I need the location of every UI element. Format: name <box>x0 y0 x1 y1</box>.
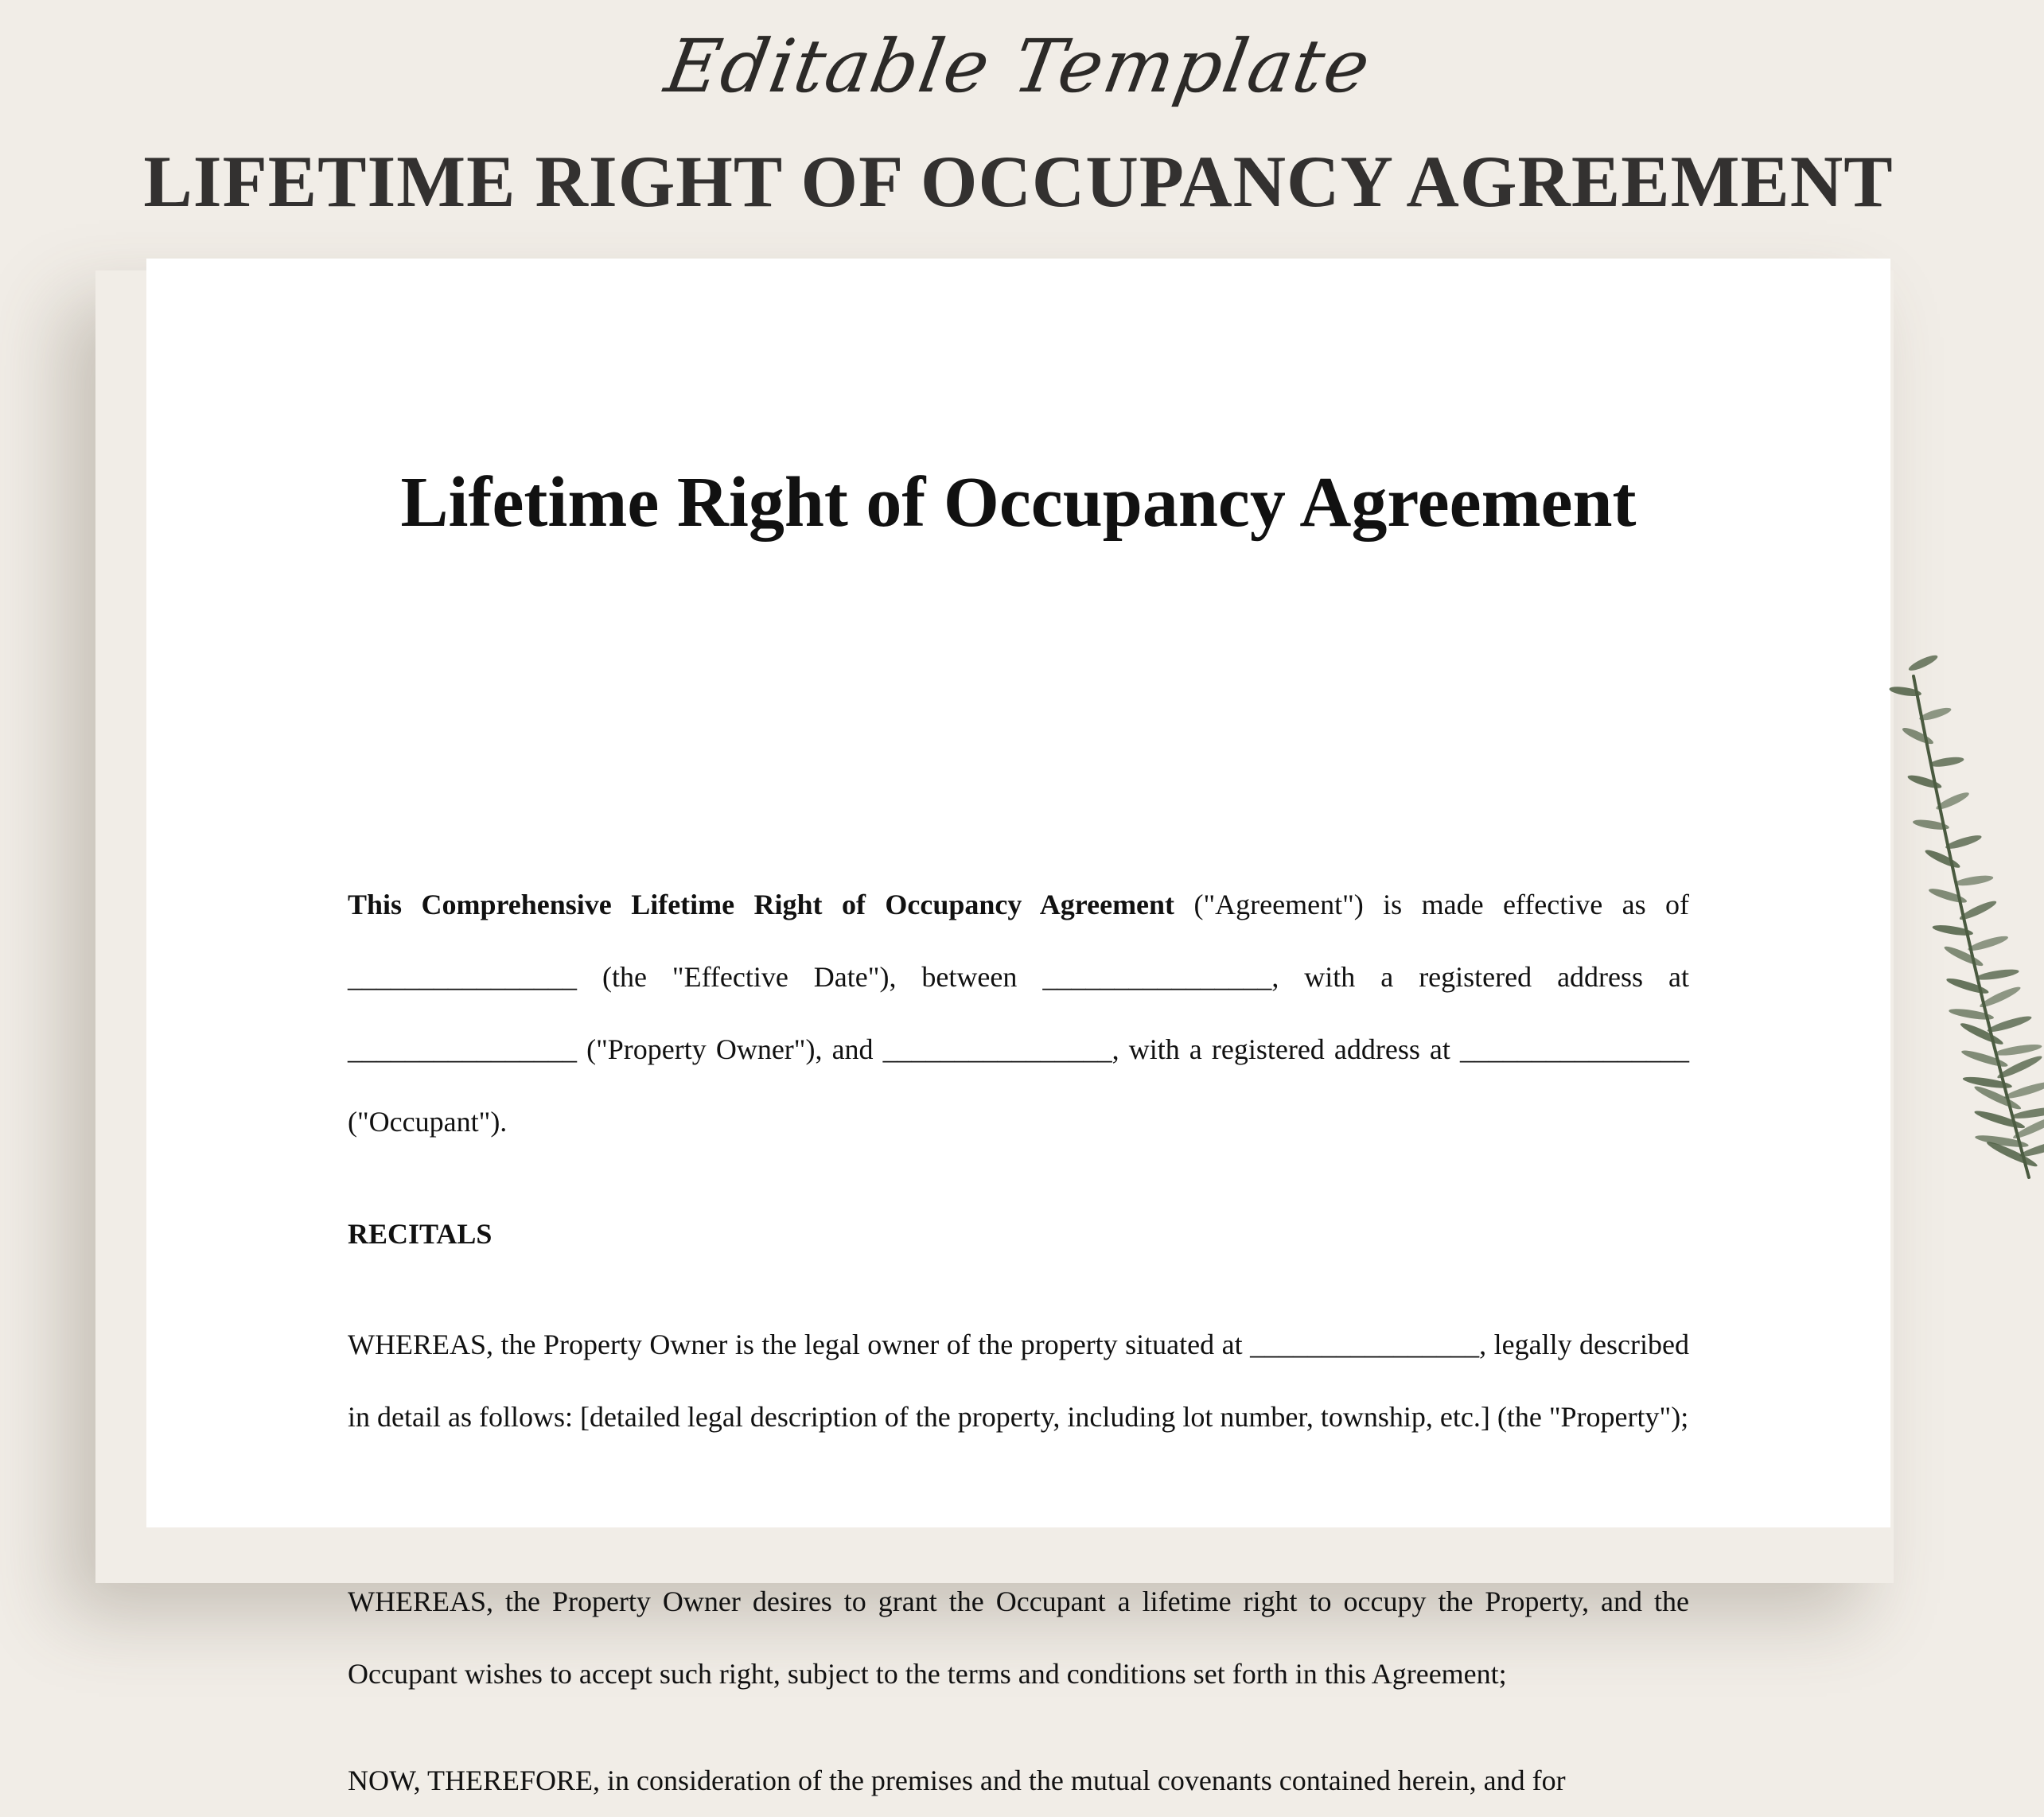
rosemary-leaf <box>1945 833 1983 851</box>
rosemary-sprig-icon <box>1842 660 2037 1185</box>
intro-text: ("Agreement") is made effective as of ________________ (the "Effective Date"), between ________________, with a registered address at ________________ ("Property Owner"), and ________________, with a registered address at ________________ ("Occupant"). <box>348 889 1689 1138</box>
rosemary-leaf <box>1918 706 1953 723</box>
rosemary-leaf <box>2003 1079 2044 1101</box>
whereas-paragraph-2: WHEREAS, the Property Owner desires to grant the Occupant a lifetime right to occupy the Property, and the Occupant wishes to accept such right, subject to the terms and conditions set forth in this Agreement; <box>348 1585 1689 1690</box>
rosemary-leaf <box>1901 726 1935 747</box>
rosemary-leaf <box>1907 652 1939 673</box>
rosemary-leaf <box>1973 1108 2026 1131</box>
whereas-paragraph-1: WHEREAS, the Property Owner is the legal owner of the property situated at ________________, legally described in detail as follows: [detailed legal description of the property, including lot number, township, etc.] (the "Property"); <box>348 1329 1689 1433</box>
recitals-heading: RECITALS <box>348 1218 493 1250</box>
rosemary-leaf <box>1949 1007 1995 1022</box>
rosemary-leaf <box>1967 933 2009 953</box>
rosemary-leaf <box>1995 1053 2043 1081</box>
document-title: Lifetime Right of Occupancy Agreement <box>400 463 1637 542</box>
rosemary-leaf <box>1932 923 1974 937</box>
intro-paragraph <box>348 869 1689 1158</box>
rosemary-leaf <box>1954 873 1994 888</box>
rosemary-leaf <box>1928 886 1968 905</box>
rosemary-leaf <box>1924 847 1962 870</box>
now-therefore-paragraph: NOW, THEREFORE, in consideration of the premises and the mutual covenants contained herein, and for <box>348 1764 1566 1796</box>
rosemary-leaf <box>1929 755 1965 768</box>
script-title: Editable Template <box>659 24 1378 109</box>
rosemary-leaf <box>1978 984 2022 1010</box>
rosemary-leaf <box>1976 967 2019 982</box>
rosemary-leaf <box>1962 1075 2013 1091</box>
intro-bold-text: This Comprehensive Lifetime Right of Occupancy Agreement <box>348 889 1175 920</box>
rosemary-leaf <box>1994 1042 2042 1057</box>
rosemary-leaf <box>1906 772 1943 791</box>
main-title: LIFETIME RIGHT OF OCCUPANCY AGREEMENT <box>143 141 1894 222</box>
document-page <box>146 259 1890 1796</box>
